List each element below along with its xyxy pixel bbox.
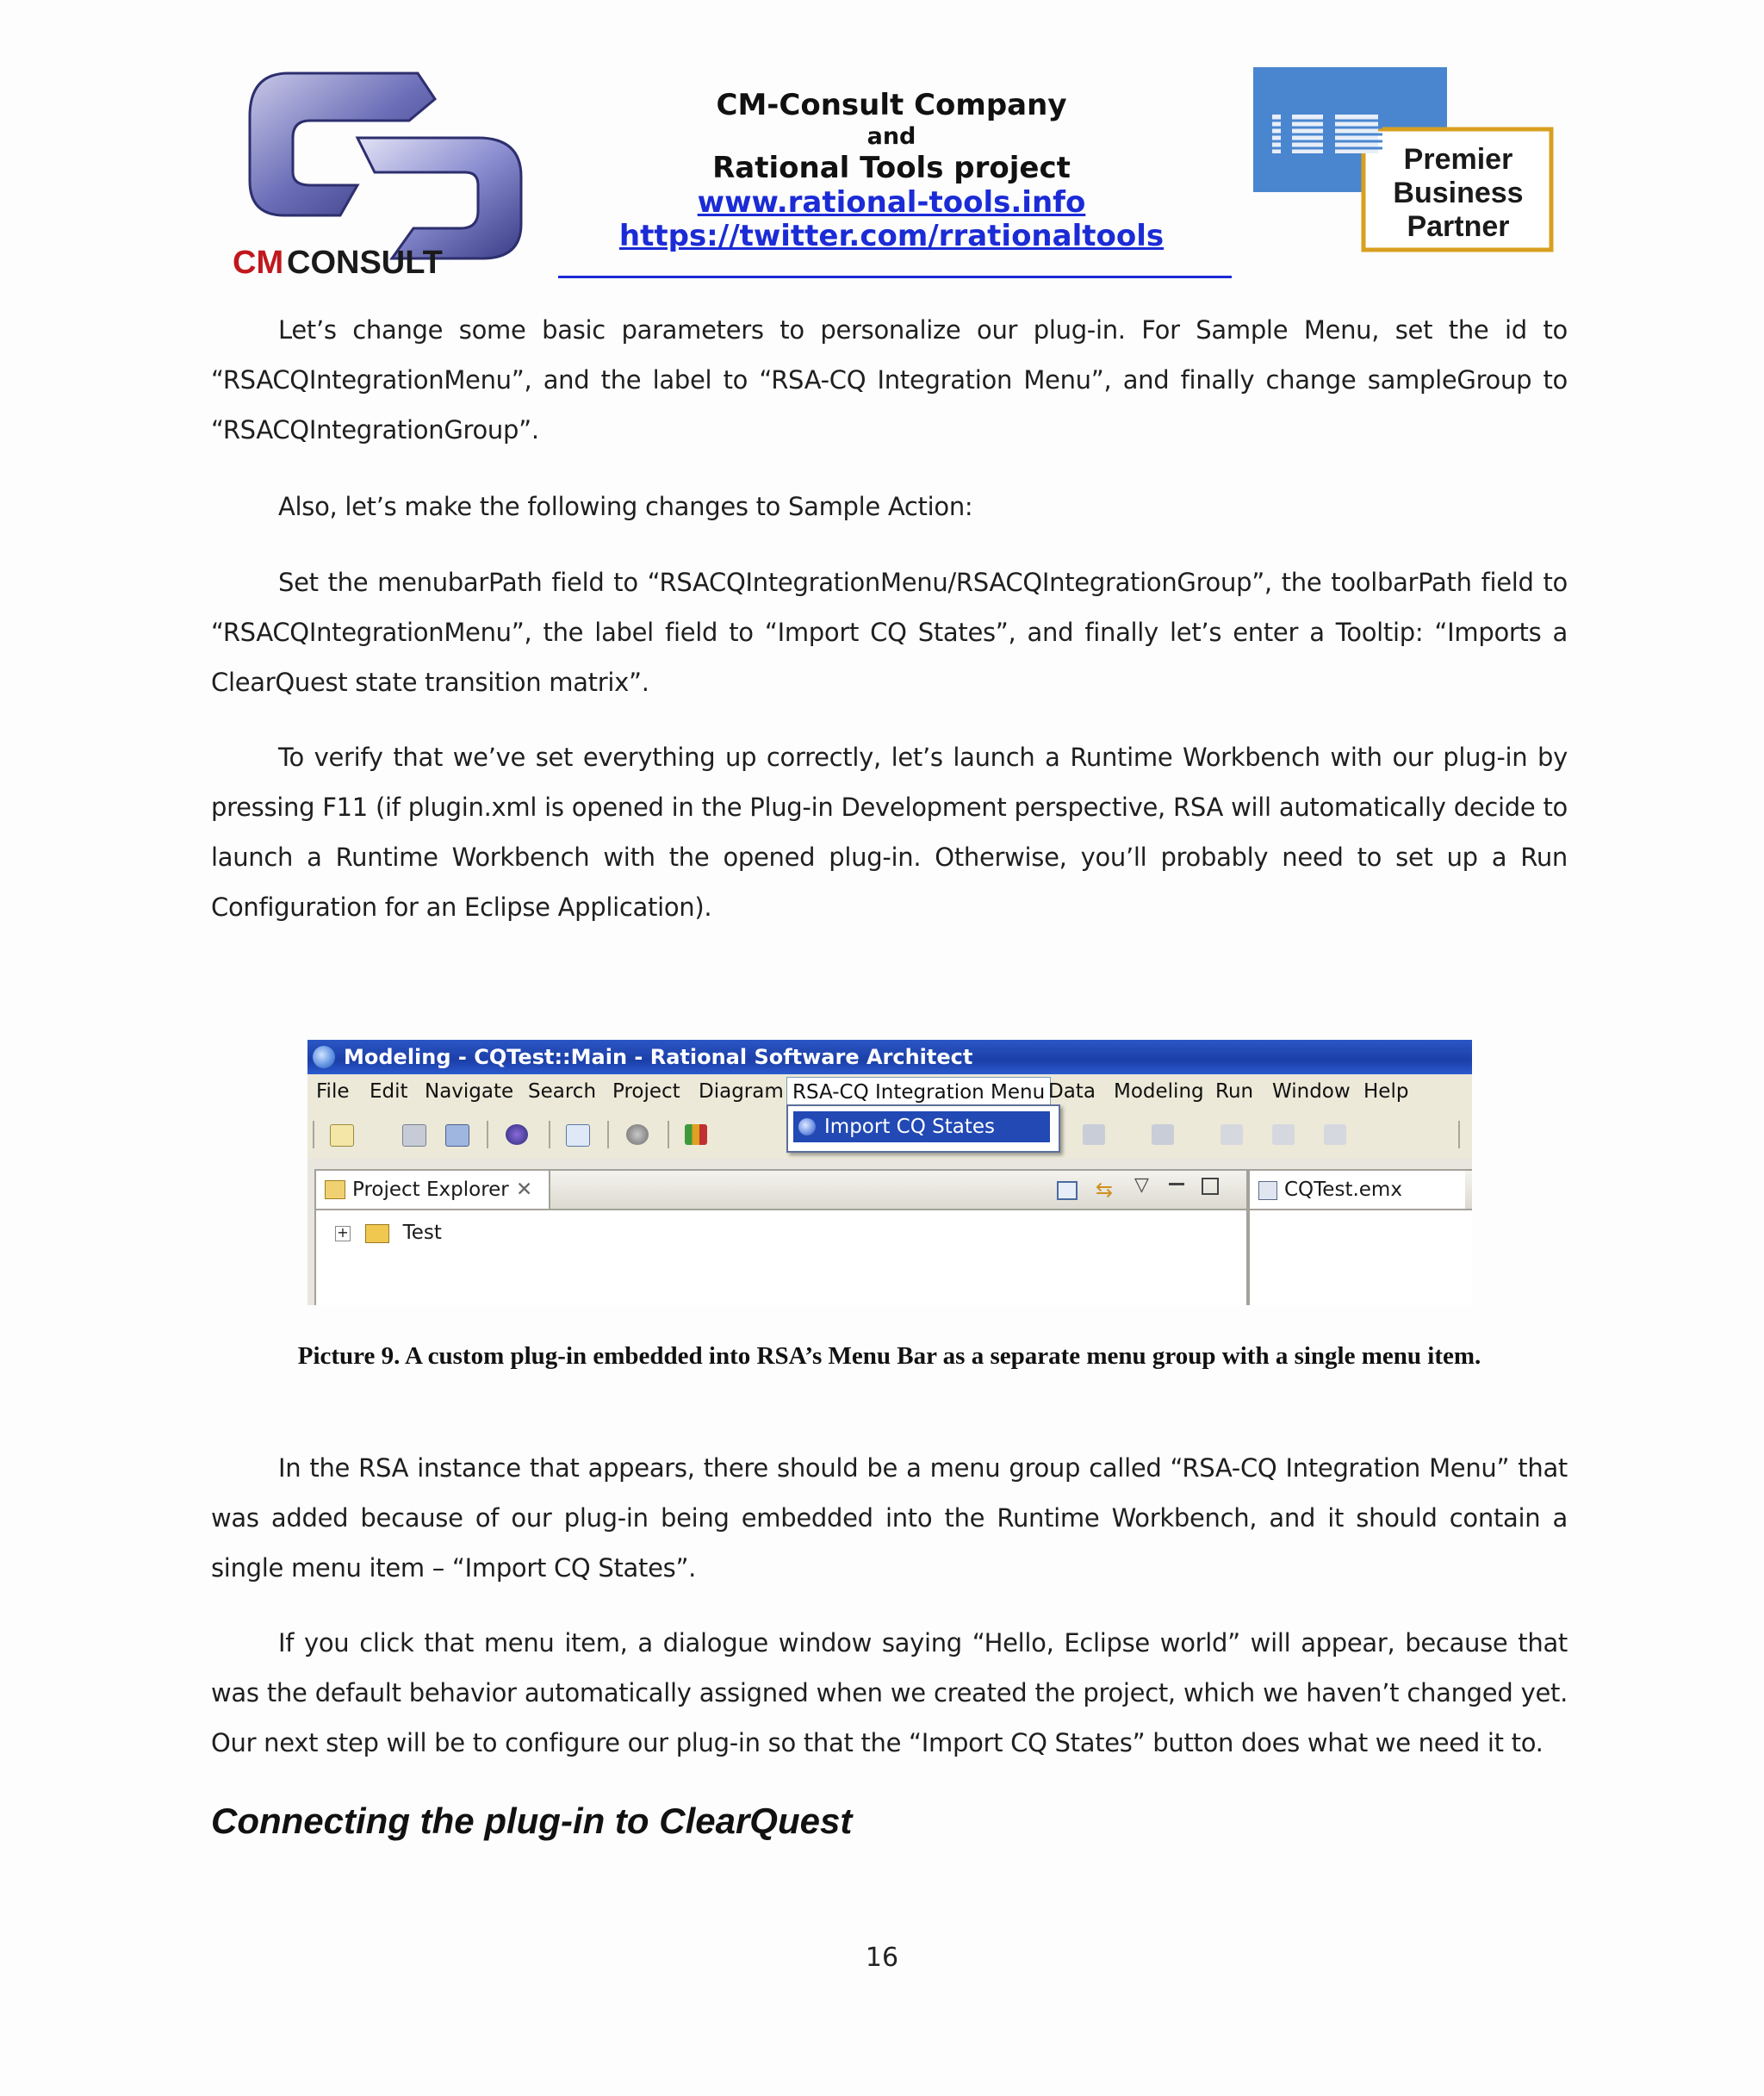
paragraph-6: If you click that menu item, a dialogue window saying “Hello, Eclipse world” will appear, because that was the default behavior automatically assigned when we created the project, which we haven’t changed yet. Our next step will be to configure our plug-in so that the “Import CQ States” button does what we need it to. [211,1628,1568,1757]
toolbar-separator [313,1121,314,1148]
menu-bar [307,1074,1472,1109]
menu-diagram[interactable]: Diagram [699,1080,784,1103]
header-and: and [866,123,916,150]
folder-icon [325,1180,345,1199]
model-file-icon [1258,1181,1277,1200]
menu-navigate[interactable]: Navigate [425,1080,514,1103]
svg-text:CM: CM [233,245,284,280]
menu-help[interactable]: Help [1363,1080,1409,1103]
import-icon [798,1118,816,1135]
tab-project-explorer[interactable] [316,1171,550,1209]
project-folder-icon [365,1224,389,1243]
save-icon[interactable] [402,1124,426,1147]
prev-arrow-icon[interactable] [1272,1124,1295,1145]
menu-edit[interactable]: Edit [370,1080,408,1103]
toolbar-separator [607,1121,609,1148]
menu-item-label: Import CQ States [824,1116,995,1138]
header-divider [558,276,1232,278]
task-icon[interactable] [566,1124,590,1147]
toolbar-separator [487,1121,488,1148]
toolbar-separator [549,1121,550,1148]
svg-text:CONSULT: CONSULT [287,245,443,280]
section-heading: Connecting the plug-in to ClearQuest [211,1801,853,1841]
rsa-app-icon [313,1046,335,1068]
svg-text:Partner: Partner [1407,210,1510,243]
link-with-editor-icon[interactable]: ⇆ [1096,1178,1114,1202]
paragraph-4: To verify that we’ve set everything up correctly, let’s launch a Runtime Workbench with our plug-in by pressing F11 (if plugin.xml is opened in the Plug-in Development perspective, RSA will automatically decide to launch a Runtime Workbench with the opened plug-in. Otherwise, you’ll probably need to set up a Run Configuration for an Eclipse Application). [211,743,1568,922]
redo-icon[interactable] [1152,1124,1174,1145]
project-tree [335,1217,442,1248]
maximize-icon[interactable] [1202,1178,1219,1195]
toolbar-separator [1458,1121,1460,1148]
expand-icon[interactable]: + [335,1226,351,1241]
page-number: 16 [865,1943,899,1973]
forward-arrow-icon[interactable] [1324,1124,1346,1145]
back-arrow-icon[interactable] [1221,1124,1243,1145]
view-menu-icon[interactable]: ▽ [1134,1174,1149,1196]
new-icon[interactable] [330,1124,354,1147]
menu-data[interactable]: Data [1048,1080,1096,1103]
print-icon[interactable] [445,1124,469,1147]
ibm-premier-partner-logo [1253,67,1555,257]
project-explorer-view [314,1169,1248,1305]
paragraph-2: Also, let’s make the following changes to Sample Action: [278,492,973,521]
menu-file[interactable]: File [316,1080,350,1103]
menu-run[interactable]: Run [1215,1080,1254,1103]
menu-item-import-cq-states[interactable] [793,1111,1050,1142]
menu-modeling[interactable]: Modeling [1114,1080,1204,1103]
toolbar-separator [668,1121,669,1148]
editor-tab-label: CQTest.emx [1284,1179,1402,1201]
window-title: Modeling - CQTest::Main - Rational Software Architect [344,1045,973,1069]
close-icon[interactable]: ✕ [516,1179,533,1201]
paragraph-3: Set the menubarPath field to “RSACQIntegrationMenu/RSACQIntegrationGroup”, the toolbarPath field to “RSACQIntegrationMenu”, the label field to “Import CQ States”, and finally let’s enter a Tooltip: “Imports a ClearQuest state transition matrix”. [211,568,1568,697]
menu-rsa-cq-integration[interactable]: RSA-CQ Integration Menu [786,1077,1051,1108]
menu-project[interactable]: Project [612,1080,680,1103]
minimize-icon[interactable] [1169,1183,1184,1185]
window-titlebar [307,1040,1472,1074]
editor-area [1248,1169,1472,1305]
cm-consult-logo [228,65,547,280]
collapse-all-icon[interactable] [1057,1181,1078,1200]
tab-cqtest-emx[interactable] [1250,1171,1465,1209]
tree-item-test[interactable]: Test [402,1222,442,1244]
svg-text:Business: Business [1393,177,1524,209]
project-name: Rational Tools project [712,151,1071,185]
globe-icon[interactable] [506,1124,528,1145]
paragraph-5: In the RSA instance that appears, there should be a menu group called “RSA-CQ Integration Menu” that was added because of our plug-in being embedded into the Runtime Workbench, and it should contain a single menu item – “Import CQ States”. [211,1453,1568,1583]
gear-icon[interactable] [626,1124,649,1145]
figure-caption: Picture 9. A custom plug-in embedded into RSA’s Menu Bar as a separate menu group with a single menu item. [297,1342,1481,1370]
chart-icon[interactable] [685,1124,707,1145]
rsa-screenshot [307,1040,1472,1305]
menu-search[interactable]: Search [528,1080,597,1103]
rsa-cq-menu-dropdown [786,1104,1060,1153]
paragraph-1: Let’s change some basic parameters to personalize our plug-in. For Sample Menu, set the id to “RSACQIntegrationMenu”, and the label to “RSA-CQ Integration Menu”, and finally change sampleGroup to “RSACQIntegrationGroup”. [211,315,1568,445]
tab-label: Project Explorer [352,1179,509,1201]
letterhead [551,86,1232,253]
company-name: CM-Consult Company [716,88,1067,122]
menu-window[interactable]: Window [1272,1080,1351,1103]
undo-icon[interactable] [1083,1124,1105,1145]
website-link[interactable]: www.rational-tools.info [697,185,1086,220]
svg-text:Premier: Premier [1403,143,1513,176]
twitter-link[interactable]: https://twitter.com/rrationaltools [618,219,1165,253]
